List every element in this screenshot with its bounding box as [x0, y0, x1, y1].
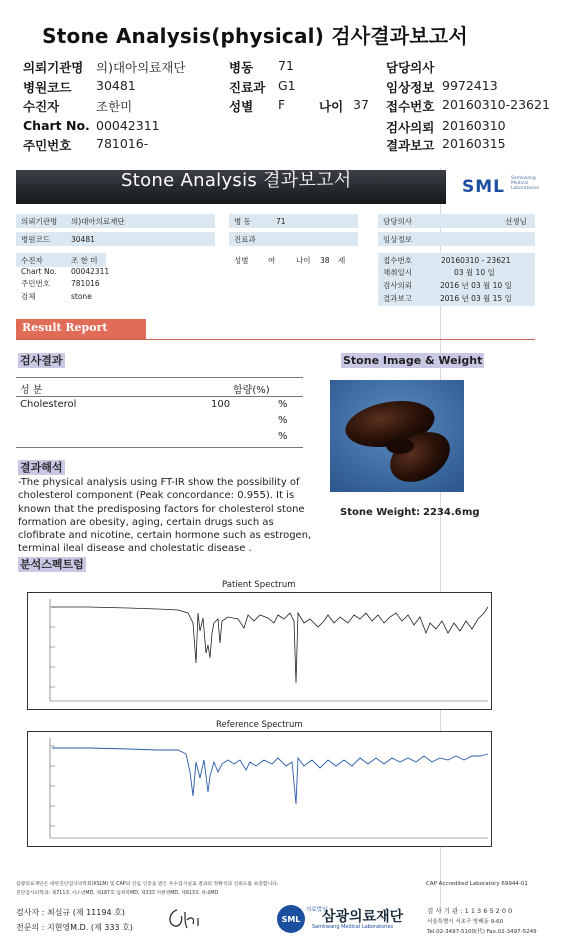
dept-label: 진료과 — [229, 80, 266, 95]
brand-name-english: Samkwang Medical Laboratories — [312, 924, 394, 930]
age-value: 37 — [353, 97, 369, 112]
clinical-label-small: 임상정보 — [383, 235, 412, 244]
disclaimer-line-1: 삼광의료재단은 대한진단검사의학회(KSLM) 및 CAP의 신입 인증을 받은 우수검사실로 결과의 정확성과 신뢰도를 보증합니다. — [16, 882, 279, 887]
receipt-value: 20160310-23621 — [442, 97, 550, 112]
rrn-value: 781016- — [96, 136, 149, 151]
request-value: 20160310 — [442, 118, 506, 133]
org-value-small: 의)대아의료재단 — [71, 217, 125, 226]
result-heading: 검사결과 — [20, 354, 63, 367]
component-value: 100 — [211, 399, 231, 410]
receipt-label-small: 접수번호 — [383, 256, 412, 265]
request-value-small: 2016 년 03 월 10 일 — [440, 281, 512, 290]
age-label-small: 나이 — [296, 256, 311, 265]
chart-no-value: 00042311 — [96, 118, 160, 133]
report-value-small: 2016 년 03 월 15 일 — [440, 294, 512, 303]
reference-spectrum-graph — [28, 732, 491, 846]
collect-value-small: 03 월 10 일 — [454, 268, 495, 277]
receipt-label: 접수번호 — [386, 99, 435, 114]
svg-text:SML: SML — [281, 915, 301, 924]
code-value-small: 30481 — [71, 235, 95, 244]
patient-spectrum-title: Patient Spectrum — [222, 580, 296, 590]
chart-value-small: 00042311 — [71, 267, 110, 276]
table-top-line — [16, 377, 303, 378]
org-label: 의뢰기관명 — [23, 60, 84, 75]
chart-no-label: Chart No. — [23, 118, 90, 133]
interpretation-heading: 결과해석 — [20, 461, 63, 474]
table-bottom-line — [16, 447, 303, 448]
rrn-label-small: 주민번호 — [21, 279, 50, 288]
org-value: 의)대아의료재단 — [96, 60, 186, 75]
result-report-tab-label: Result Report — [22, 321, 108, 334]
result-divider — [16, 339, 535, 340]
spectrum-heading: 분석스펙트럼 — [20, 558, 84, 571]
patient-value-small: 조 한 미 — [71, 256, 98, 265]
ward-label: 병동 — [229, 60, 254, 75]
stone-photo — [330, 380, 464, 492]
sml-logo: SML — [462, 177, 505, 197]
stone-image — [330, 380, 464, 492]
reference-spectrum-plot — [27, 731, 492, 847]
age-value-small: 38 — [320, 256, 330, 265]
sex-value-small: 여 — [268, 256, 276, 265]
doctor-label: 담당의사 — [386, 60, 435, 75]
specialist-line: 전문의 : 지현영M.D. (제 333 호) — [16, 923, 133, 932]
doctor-label-small: 담당의사 — [383, 217, 412, 226]
brand-name: 삼광의료재단 — [322, 909, 404, 925]
hospital-code-value: 30481 — [96, 78, 136, 93]
examiner-line: 검사자 : 최심규 (제 11194 호) — [16, 908, 125, 917]
request-label-small: 검사의뢰 — [383, 281, 412, 290]
result-report-value: 20160315 — [442, 136, 506, 151]
request-label: 검사의뢰 — [386, 120, 435, 135]
disclaimer-line-2: 진단검사의학과: 제711호 서소연MD, 제187호 임희복MD, 제333 지현영MD, 제913호 위내MD — [16, 891, 219, 896]
specimen-label-small: 검체 — [21, 292, 36, 301]
report-label-small: 결과보고 — [383, 294, 412, 303]
sex-label: 성별 — [229, 99, 254, 114]
interpretation-text: -The physical analysis using FT-IR show the possibility of cholesterol component (Peak concordance: 0.955). It is known that the predisposing factors for cholesterol stone formation are obesity, aging, certain drugs such as clofibrate and nicotine, certain hormone such as estrogen, terminal ileal disease and cholestatic disease . — [18, 477, 312, 555]
stone-weight-unit: mg — [462, 507, 480, 518]
ward-value-small: 71 — [276, 217, 286, 226]
component-unit: % — [278, 399, 288, 410]
age-label: 나이 — [319, 99, 344, 114]
clinical-info-label: 임상정보 — [386, 80, 435, 95]
dept-value: G1 — [278, 78, 296, 93]
code-label-small: 병원코드 — [21, 235, 50, 244]
rrn-value-small: 781016 — [71, 279, 100, 288]
reference-spectrum-title: Reference Spectrum — [216, 720, 303, 730]
col-content: 함량(%) — [233, 385, 270, 396]
collect-label-small: 채취일시 — [383, 268, 412, 277]
clinical-info-value: 9972413 — [442, 78, 498, 93]
institution-code: 검 사 기 관 : 1 1 3 6 5 2 0 0 — [427, 907, 513, 915]
rrn-label: 주민번호 — [23, 138, 72, 153]
specimen-value-small: stone — [71, 292, 92, 301]
component-unit: % — [278, 431, 288, 442]
ward-label-small: 병 동 — [234, 217, 251, 226]
brand-prefix: 의료법인 — [306, 907, 328, 913]
report-title: Stone Analysis(physical) 검사결과보고서 — [42, 24, 468, 48]
stone-weight-label: Stone Weight: — [340, 507, 421, 518]
component-unit: % — [278, 415, 288, 426]
table-header-line — [16, 396, 303, 397]
stone-weight-value: 2234.6 — [423, 507, 462, 518]
patient-label-small: 수진자 — [21, 256, 43, 265]
stone-heading: Stone Image & Weight — [343, 354, 483, 367]
receipt-value-small: 20160310 - 23621 — [441, 256, 511, 265]
result-report-label: 결과보고 — [386, 138, 435, 153]
samkwang-logo-icon — [276, 904, 306, 934]
col-component: 성 분 — [20, 385, 43, 396]
contact-line: Tel.02-3497-5100(代) Fax.02-3497-5249 — [427, 929, 537, 935]
patient-value: 조한미 — [96, 99, 133, 114]
patient-label: 수진자 — [23, 99, 60, 114]
dept-label-small: 진료과 — [234, 235, 256, 244]
age-unit-small: 세 — [338, 256, 346, 265]
address-line: 서울특별시 서초구 방배동 9-60 — [427, 919, 504, 925]
banner-title: Stone Analysis 결과보고서 — [121, 170, 352, 191]
sml-logo-subtitle: Samkwang Medical Laboratories — [511, 176, 540, 191]
component-name: Cholesterol — [20, 399, 77, 410]
sex-label-small: 성별 — [234, 256, 249, 265]
hospital-code-label: 병원코드 — [23, 80, 72, 95]
chart-label-small: Chart No. — [21, 267, 57, 276]
cap-accreditation: CAP Accredited Laboratory 69944-01 — [426, 881, 528, 887]
doctor-value-small: 선생님 — [505, 217, 527, 226]
patient-spectrum-graph — [28, 593, 491, 709]
ward-value: 71 — [278, 58, 294, 73]
signature-image — [165, 906, 205, 932]
org-label-small: 의뢰기관명 — [21, 217, 58, 226]
patient-spectrum-plot — [27, 592, 492, 710]
sex-value: F — [278, 97, 286, 112]
